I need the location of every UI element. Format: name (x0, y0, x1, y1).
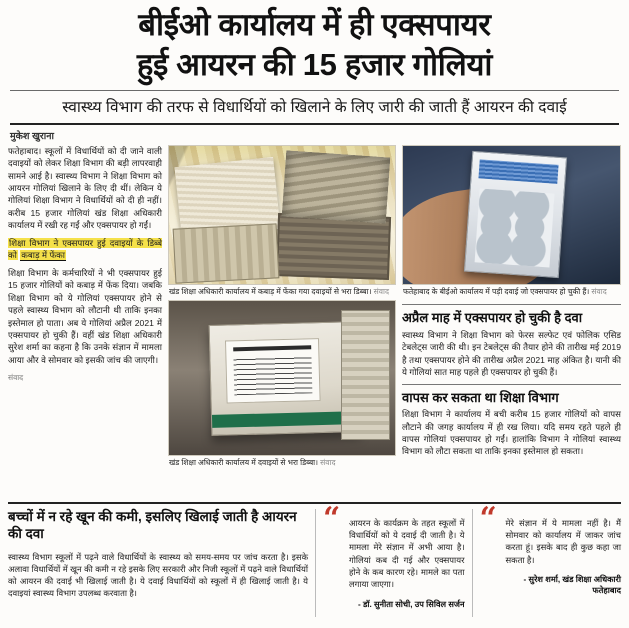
byline: मुकेश खुराना (10, 130, 54, 142)
photo-crate-shape-2 (172, 223, 279, 284)
divider-top (10, 90, 619, 91)
highlight-text: शिक्षा विभाग ने एक्सपायर हुई दवाइयों के डिब्बे को (8, 237, 162, 261)
divider-vertical-1 (315, 509, 316, 617)
photo-carton-box (168, 300, 396, 456)
right-paragraph-2: शिक्षा विभाग ने कार्यालय में बची करीब 15 हजार गोलियों को वापस लौटाने की जगह कार्यालय में ही रख लिया। यदि समय रहते पहले ही वापस गोलियां एक्सपायर हो गईं। हालांकि विभाग ने गोलियां स्वास्थ्य विभाग को लौटा सकता था ताकि इनका इस्तेमाल हो सकता। (402, 409, 621, 457)
photo-box-caption (168, 456, 396, 471)
quote-1-attribution: - डॉ. सुनीता सोची, उप सिविल सर्जन (357, 599, 465, 609)
photo-strip-caption (402, 285, 621, 300)
divider-subhead (10, 123, 619, 125)
divider-right-2 (402, 384, 621, 385)
quote-icon: “ (323, 500, 341, 536)
photo-files-caption (168, 285, 396, 300)
divider-right-1 (402, 304, 621, 305)
quote-1-text: आयरन के कार्यक्रम के तहत स्कूलों में विधार्थियों को ये दवाई दी जाती है। ये मामला मेरे संज्ञान में अभी आया है। गोलियां कब दी गई और एक्सपायर होने के कब कारण रहे। मामले का पता लगाया जाएगा। (349, 518, 465, 589)
carton-stack-shape (341, 310, 391, 439)
section-heading-expired: अप्रैल माह में एक्सपायर हो चुकी है दवा (402, 310, 583, 326)
section-heading-return: वापस कर सकता था शिक्षा विभाग (402, 389, 559, 405)
caption-text: फतेहाबाद के बीईओ कार्यालय में पड़ी दवाई जो एक्सपायर हो चुकी हैं। (403, 286, 590, 296)
caption-source: संवाद (591, 286, 607, 296)
left-paragraph-1: फतेहाबाद। स्कूलों में विधार्थियों को दी जाने वाली दवाइयों को लेकर शिक्षा विभाग की बड़ी लापरवाही सामने आई है। स्वास्थ्य विभाग ने शिक्षा विभाग को आयरन गोलियां खिलाने के लिए दी थीं। लेकिन ये गोलियां शिक्षा विभाग ने विधार्थियों को दी ही नहीं। करीब 15 हजार गोलियां खंड शिक्षा अधिकारी कार्यालय में रखी रह गईं और एक्सपायर हो गईं। (8, 145, 162, 231)
left-paragraph-2-source (8, 371, 162, 384)
medicine-pack-shape (464, 151, 568, 279)
bottom-section (8, 502, 621, 617)
caption-text: खंड शिक्षा अधिकारी कार्यालय में कबाड़ में फेंका गया दवाइयों से भरा डिब्बा। (169, 286, 372, 296)
column-middle (168, 145, 396, 497)
carton-label-shape (224, 338, 320, 404)
carton-green-band (212, 411, 359, 428)
quote-block-1 (323, 500, 465, 617)
caption-text: खंड शिक्षा अधिकारी कार्यालय में दवाइयों से भरा डिब्बा। (169, 458, 319, 468)
page-headline (8, 6, 621, 84)
quote-icon: “ (479, 500, 497, 536)
column-right (402, 145, 621, 497)
bottom-article (8, 509, 308, 617)
headline-line-2: हुई आयरन की 15 हजार गोलियां (136, 46, 493, 82)
photo-files-pile (168, 145, 396, 285)
divider-vertical-2 (472, 509, 473, 617)
right-paragraph-1: स्वास्थ्य विभाग ने शिक्षा विभाग को फेरस सल्फेट एवं फोलिक एसिड टेबलेट्स जारी की थी। इन टेबलेट्स की तैयार होने की तारीख मई 2019 है तथा एक्सपायर होने की तारीख अप्रैल 2021 माह अंकित है। यानी की ये गोलियां सात माह पहले ही एक्सपायर हो चुकी हैं। (402, 329, 621, 378)
caption-source: संवाद (373, 286, 389, 296)
quote-2-attribution: - सुरेश शर्मा, खंड शिक्षा अधिकारी फतेहाबाद (523, 575, 621, 596)
bottom-heading: बच्चों में न रहे खून की कमी, इसलिए खिलाई जाती है आयरन की दवा (8, 508, 297, 541)
bottom-paragraph: स्वास्थ्य विभाग स्कूलों में पढ़ने वाले विधार्थियों के स्वास्थ्य को समय-समय पर जांच करता है। इसके अलावा विधार्थियों में खून की कमी न रहे इसके लिए सरकारी और निजी स्कूलों में पढ़ने वाले विधार्थियों को आयरन की दवाई भी खिलाई जाती है। ये दवाई विधार्थियों को स्कूलों में ही खिलाई जाती है। ये दवाइयां स्वास्थ्य विभाग उपलब्ध करवाता है। (8, 551, 308, 599)
column-left (8, 145, 162, 497)
source-tag: संवाद (8, 373, 24, 383)
photo-blister-strip (402, 145, 621, 285)
left-paragraph-2: शिक्षा विभाग के कर्मचारियों ने भी एक्सपायर हुई 15 हजार गोलियों को कबाड़ में फेंक दिया। जबकि शिक्षा विभाग को ये गोलियां एक्सपायर होने से पहले स्वास्थ्य विभाग को लौटानी थी ताकि इनका इस्तेमाल हो पाता। अब ये गोलियां अप्रैल 2021 में एक्सपायर हो चुकी हैं। वहीं खंड शिक्षा अधिकारी सुरेश शर्मा का कहना है कि उनके संज्ञान में मामला आया और वे सोमवार को इसकी जांच की जाएगी। (8, 267, 162, 365)
article-body (8, 145, 621, 497)
page-subheadline: स्वास्थ्य विभाग की तरफ से विधार्थियों को खिलाने के लिए जारी की जाती हैं आयरन की दवाई (62, 98, 567, 116)
caption-source: संवाद (320, 458, 336, 468)
quote-block-2 (479, 500, 622, 617)
left-highlight-1 (8, 237, 162, 262)
highlight-underlined-text: कबाड़ में फेंका (21, 250, 65, 261)
photo-crate-shape (276, 213, 391, 280)
carton-shape (208, 321, 360, 436)
quote-2-text: मेरे संज्ञान में ये मामला नहीं है। मैं सोमवार को कार्यालय में जाकर जांच करता हूं। इसके बाद ही कुछ कहा जा सकता है। (505, 518, 621, 565)
headline-line-1: बीईओ कार्यालय में ही एक्सपायर (138, 7, 491, 42)
